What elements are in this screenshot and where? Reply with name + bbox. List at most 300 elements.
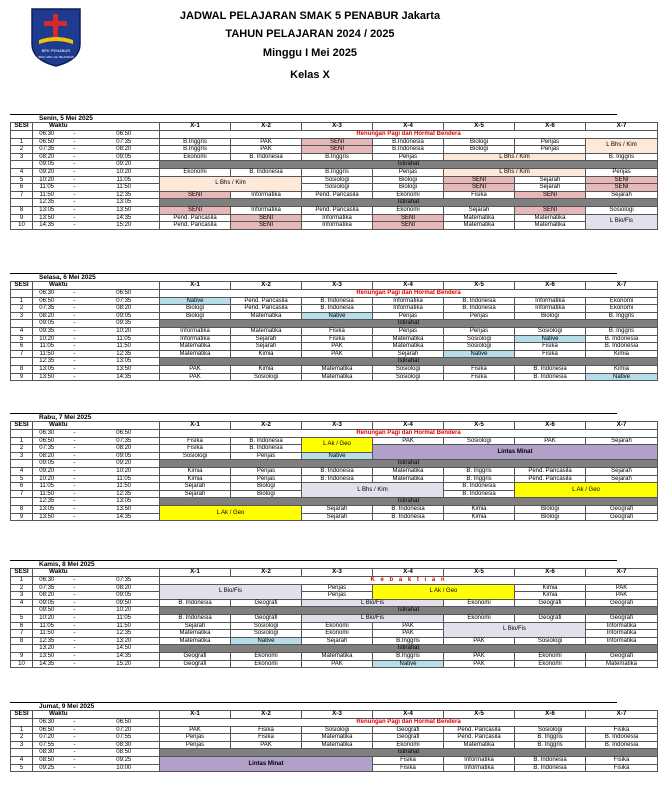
subject-cell: Matematika [373,475,444,483]
start-time: 06:30 [33,719,61,727]
subject-cell: B. Indonesia [160,614,231,622]
session-number: 3 [11,592,33,600]
subject-cell: B. Inggris [444,475,515,483]
subject-cell: Sosiologi [231,630,302,638]
subject-cell: B. Indonesia [231,153,302,161]
column-header: SESI [11,711,33,719]
svg-text:BPK PENABUR: BPK PENABUR [41,48,71,53]
subject-cell: SENI [302,138,373,146]
subject-cell: L Bhs / Kim [444,168,586,176]
subject-cell: Ekonomi [231,652,302,660]
subject-cell: B. Inggris [515,741,586,749]
subject-cell: Penjas [160,741,231,749]
subject-cell: Matematika [373,343,444,351]
time-separator: - [61,350,89,358]
session-number: 2 [11,734,33,742]
table-row [11,475,658,483]
day-title: Jumat, 9 Mei 2025 [10,702,617,710]
subject-cell: Pend. Pancasila [444,726,515,734]
subject-cell: Fisika [373,756,444,764]
end-time: 13:50 [89,505,160,513]
session-number: 3 [11,741,33,749]
subject-cell: Matematika [373,335,444,343]
start-time: 11:50 [33,630,61,638]
time-separator: - [61,320,89,328]
time-separator: - [61,206,89,214]
time-separator: - [61,305,89,313]
session-number [11,607,33,615]
subject-cell: Fisika [231,726,302,734]
time-separator: - [61,168,89,176]
subject-cell: Sejarah [160,483,231,491]
column-header: X-2 [231,422,302,430]
subject-cell: Sejarah [444,206,515,214]
subject-cell: Fisika [302,327,373,335]
subject-cell: Ekonomi [302,630,373,638]
start-time: 07:35 [33,584,61,592]
time-separator: - [61,437,89,445]
subject-cell: Matematika [515,222,586,230]
session-number: 1 [11,726,33,734]
column-header: X-5 [444,123,515,131]
column-header: X-4 [373,123,444,131]
end-time: 09:50 [89,599,160,607]
subject-cell: L Bio/Fis [586,214,658,229]
subject-cell: Penjas [373,153,444,161]
subject-cell: Native [515,335,586,343]
column-header: X-2 [231,569,302,577]
table-row [11,749,658,757]
subject-cell: Matematika [302,741,373,749]
start-time: 06:50 [33,726,61,734]
subject-cell: Informatika [586,622,658,630]
subject-cell: PAK [373,622,444,630]
end-time: 09:25 [89,756,160,764]
start-time: 09:20 [33,168,61,176]
end-time: 08:30 [89,741,160,749]
subject-cell: L Bhs / Kim [160,176,302,191]
end-time: 06:50 [89,131,160,139]
session-number: 3 [11,452,33,460]
start-time: 12:35 [33,637,61,645]
session-number [11,645,33,653]
subject-cell: Geografi [586,599,658,607]
time-separator: - [61,191,89,199]
class-label: Kelas X [290,69,330,81]
start-time: 11:05 [33,184,61,192]
subject-cell: B.Indonesia [373,146,444,154]
subject-cell: Ekonomi [373,206,444,214]
column-header: SESI [11,422,33,430]
column-header: X-7 [586,569,658,577]
subject-cell: Matematika [515,214,586,222]
subject-cell: Penjas [444,312,515,320]
subject-cell: Ekonomi [373,191,444,199]
session-number: 10 [11,660,33,668]
start-time: 11:05 [33,483,61,491]
subject-cell: Fisika [444,365,515,373]
time-separator: - [61,365,89,373]
subject-cell: B. Inggris [515,734,586,742]
header-row [11,282,658,290]
subject-cell: Geografi [586,505,658,513]
subject-cell: Matematika [160,637,231,645]
ceremony-row: Renungan Pagi dan Hormat Bendera [160,290,658,298]
time-separator: - [61,584,89,592]
subject-cell: Sejarah [515,184,586,192]
subject-cell: PAK [444,660,515,668]
column-header: SESI [11,282,33,290]
subject-cell: L Bio/Fis [444,622,586,637]
session-number: 6 [11,343,33,351]
subject-cell: B. Indonesia [302,305,373,313]
subject-cell: B. Indonesia [515,764,586,772]
time-separator: - [61,614,89,622]
column-header: X-7 [586,422,658,430]
table-row [11,184,658,192]
table-row [11,199,658,207]
subject-cell: Biologi [160,312,231,320]
table-row [11,513,658,521]
column-header: X-6 [515,422,586,430]
subject-cell: SENI [515,191,586,199]
session-number: 3 [11,153,33,161]
table-row [11,467,658,475]
subject-cell: PAK [302,343,373,351]
start-time: 13:05 [33,206,61,214]
time-separator: - [61,297,89,305]
session-number: 4 [11,168,33,176]
document-title: JADWAL PELAJARAN SMAK 5 PENABUR Jakarta [179,10,441,22]
end-time: 08:20 [89,445,160,453]
time-separator: - [61,734,89,742]
subject-cell: L Ak / Geo [302,437,373,452]
session-number [11,498,33,506]
end-time: 09:20 [89,161,160,169]
subject-cell: Geografi [373,726,444,734]
end-time: 13:05 [89,199,160,207]
start-time: 12:35 [33,498,61,506]
session-number: 9 [11,214,33,222]
subject-cell: Ekonomi [160,168,231,176]
school-logo [29,6,83,68]
table-row [11,350,658,358]
subject-cell: Matematika [302,734,373,742]
end-time: 06:50 [89,719,160,727]
subject-cell: Sejarah [302,505,373,513]
time-separator: - [61,176,89,184]
column-header: X-3 [302,123,373,131]
table-row [11,498,658,506]
subject-cell: B. Indonesia [444,297,515,305]
schedule-table [10,281,658,381]
table-row [11,756,658,764]
start-time: 14:35 [33,222,61,230]
subject-cell: Ekonomi [231,660,302,668]
end-time: 14:35 [89,373,160,381]
column-header: X-3 [302,422,373,430]
subject-cell: Kimia [160,475,231,483]
subject-cell: B. Inggris [586,153,658,161]
table-row [11,191,658,199]
session-number: 6 [11,483,33,491]
end-time: 10:20 [89,607,160,615]
table-row [11,614,658,622]
end-time: 14:35 [89,513,160,521]
column-header: X-5 [444,711,515,719]
table-row [11,741,658,749]
subject-cell: Lintas Minat [373,445,658,460]
subject-cell: Sejarah [515,176,586,184]
subject-cell: Informatika [231,191,302,199]
start-time: 09:05 [33,460,61,468]
subject-cell: SENI [586,184,658,192]
end-time: 07:35 [89,577,160,585]
break-row: Istirahat [160,749,658,757]
column-header: X-4 [373,711,444,719]
start-time: 06:30 [33,430,61,438]
table-row [11,637,658,645]
table-row [11,297,658,305]
subject-cell: B. Indonesia [444,490,515,498]
subject-cell: Fisika [586,756,658,764]
session-number [11,749,33,757]
subject-cell: Geografi [160,660,231,668]
subject-cell: L Bio/Fis [302,599,444,607]
time-separator: - [61,430,89,438]
time-separator: - [61,199,89,207]
subject-cell: Sosiologi [373,365,444,373]
time-separator: - [61,452,89,460]
subject-cell: Matematika [586,660,658,668]
session-number: 6 [11,184,33,192]
start-time: 14:35 [33,660,61,668]
end-time: 06:50 [89,290,160,298]
time-separator: - [61,505,89,513]
table-row [11,460,658,468]
subject-cell: Matematika [160,343,231,351]
subject-cell: L Bio/Fis [302,614,444,622]
table-row [11,343,658,351]
subject-cell: SENI [515,206,586,214]
time-separator: - [61,599,89,607]
column-header: X-1 [160,282,231,290]
subject-cell: Sejarah [586,475,658,483]
end-time: 11:50 [89,343,160,351]
subject-cell: B. Indonesia [160,599,231,607]
time-separator: - [61,335,89,343]
subject-cell: Sosiologi [444,335,515,343]
subject-cell: Geografi [373,734,444,742]
subject-cell: Biologi [444,146,515,154]
subject-cell: Fisika [302,335,373,343]
start-time: 07:20 [33,734,61,742]
subject-cell: B.Inggris [302,153,373,161]
subject-cell: Geografi [586,652,658,660]
subject-cell: Geografi [515,614,586,622]
subject-cell: Matematika [160,350,231,358]
subject-cell: B. Indonesia [515,365,586,373]
subject-cell: Sosiologi [444,437,515,445]
subject-cell: Native [231,637,302,645]
subject-cell: L Bhs / Kim [302,483,444,498]
session-number: 4 [11,599,33,607]
end-time: 09:20 [89,460,160,468]
start-time: 13:50 [33,214,61,222]
time-separator: - [61,652,89,660]
session-number [11,199,33,207]
subject-cell: Ekonomi [302,622,373,630]
day-title: Rabu, 7 Mei 2025 [10,413,617,421]
session-number [11,719,33,727]
end-time: 13:05 [89,358,160,366]
column-header: X-7 [586,282,658,290]
subject-cell: SENI [444,176,515,184]
subject-cell: Sejarah [373,350,444,358]
start-time: 06:30 [33,290,61,298]
subject-cell: Fisika [444,191,515,199]
start-time: 10:20 [33,176,61,184]
column-header: X-7 [586,123,658,131]
subject-cell: PAK [586,584,658,592]
column-header: Waktu [33,422,160,430]
table-row [11,168,658,176]
start-time: 08:20 [33,452,61,460]
session-number: 4 [11,467,33,475]
subject-cell: Pend. Pancasila [302,191,373,199]
subject-cell: SENI [231,214,302,222]
subject-cell: Sosiologi [302,176,373,184]
break-row: Istirahat [160,161,658,169]
subject-cell: Ekonomi [586,297,658,305]
table-row [11,222,658,230]
start-time: 11:50 [33,350,61,358]
subject-cell: PAK [515,437,586,445]
table-row [11,290,658,298]
day-schedule [10,273,639,381]
session-number: 1 [11,437,33,445]
subject-cell: Native [302,312,373,320]
table-row [11,206,658,214]
column-header: X-2 [231,123,302,131]
subject-cell: B. Indonesia [444,483,515,491]
subject-cell: B.Inggris [302,168,373,176]
start-time: 11:05 [33,343,61,351]
table-row [11,622,658,630]
subject-cell: B. Indonesia [231,168,302,176]
time-separator: - [61,592,89,600]
subject-cell: B. Inggris [586,327,658,335]
subject-cell: Informatika [586,630,658,638]
start-time: 12:35 [33,199,61,207]
start-time: 09:05 [33,161,61,169]
day-schedule [10,560,637,668]
table-row [11,320,658,328]
start-time: 07:55 [33,741,61,749]
column-header: X-3 [302,569,373,577]
column-header: X-1 [160,123,231,131]
subject-cell: Pend. Pancasila [515,475,586,483]
subject-cell: Matematika [302,652,373,660]
start-time: 08:50 [33,756,61,764]
table-row [11,373,658,381]
subject-cell: Geografi [231,614,302,622]
session-number: 1 [11,577,33,585]
session-number: 5 [11,475,33,483]
column-header: X-4 [373,569,444,577]
academic-year: TAHUN PELAJARAN 2024 / 2025 [225,28,395,40]
time-separator: - [61,498,89,506]
subject-cell: Pend. Pancasila [231,305,302,313]
table-row [11,312,658,320]
table-row [11,146,658,154]
subject-cell: Kimia [160,467,231,475]
session-number [11,290,33,298]
subject-cell: B. Indonesia [444,305,515,313]
end-time: 10:20 [89,467,160,475]
day-title: Selasa, 6 Mei 2025 [10,273,617,281]
column-header: X-4 [373,422,444,430]
subject-cell: PAK [444,637,515,645]
subject-cell: B. Indonesia [586,335,658,343]
subject-cell: Informatika [373,297,444,305]
time-separator: - [61,764,89,772]
table-row [11,734,658,742]
subject-cell: Informatika [160,327,231,335]
start-time: 11:50 [33,191,61,199]
table-row [11,607,658,615]
time-separator: - [61,756,89,764]
start-time: 13:50 [33,373,61,381]
table-row [11,176,658,184]
subject-cell: SENI [373,214,444,222]
subject-cell: PAK [231,138,302,146]
subject-cell: B. Indonesia [373,513,444,521]
subject-cell: Ekonomi [444,614,515,622]
session-number [11,320,33,328]
time-separator: - [61,637,89,645]
subject-cell: Ekonomi [444,599,515,607]
break-row: Istirahat [160,498,658,506]
schedule-table [10,122,658,230]
session-number: 9 [11,652,33,660]
session-number: 9 [11,513,33,521]
subject-cell: Kimia [515,592,586,600]
subject-cell: SENI [444,184,515,192]
break-row: Istirahat [160,199,658,207]
column-header: X-3 [302,711,373,719]
column-header: X-1 [160,422,231,430]
subject-cell: Geografi [586,614,658,622]
subject-cell: PAK [302,660,373,668]
start-time: 10:20 [33,475,61,483]
subject-cell: Sosiologi [302,726,373,734]
session-number: 2 [11,445,33,453]
subject-cell: Pend. Pancasila [160,214,231,222]
time-separator: - [61,513,89,521]
start-time: 06:30 [33,131,61,139]
start-time: 07:35 [33,305,61,313]
end-time: 07:35 [89,297,160,305]
end-time: 15:20 [89,222,160,230]
session-number: 5 [11,335,33,343]
end-time: 07:55 [89,734,160,742]
end-time: 11:05 [89,475,160,483]
subject-cell: SENI [160,191,231,199]
subject-cell: Penjas [444,327,515,335]
end-time: 13:20 [89,637,160,645]
end-time: 13:50 [89,365,160,373]
